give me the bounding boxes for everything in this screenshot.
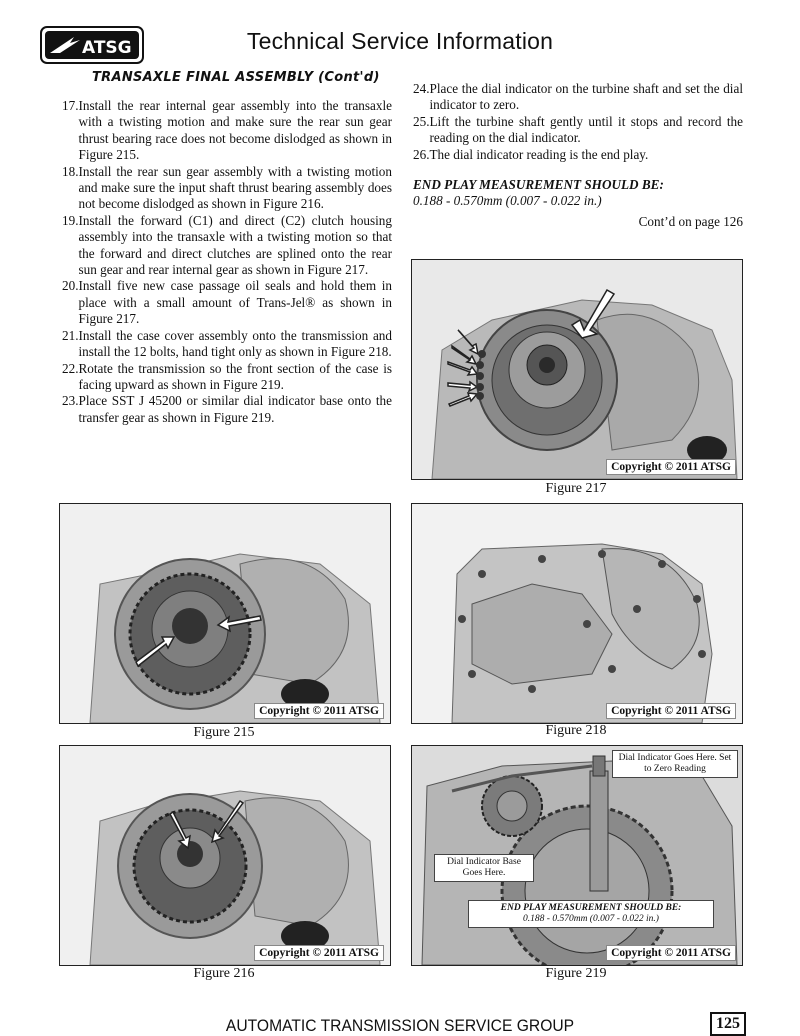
step-23: 23. Place SST J 45200 or similar dial indicator base onto the transfer gear as shown in Figure 219. xyxy=(62,393,392,425)
spec-value: 0.188 - 0.570mm (0.007 - 0.022 in.) xyxy=(413,193,602,209)
atsg-logo xyxy=(40,26,144,64)
section-title: TRANSAXLE FINAL ASSEMBLY (Cont'd) xyxy=(92,70,380,85)
end-play-callout-value: 0.188 - 0.570mm (0.007 - 0.022 in.) xyxy=(523,914,659,924)
figure-217-copyright: Copyright © 2011 ATSG xyxy=(606,459,736,475)
figure-216-copyright: Copyright © 2011 ATSG xyxy=(254,945,384,961)
dial-base-callout: Dial Indicator Base Goes Here. xyxy=(434,854,534,882)
figure-219-photo xyxy=(411,745,743,966)
step-20: 20. Install five new case passage oil seals and hold them in place with a small amount of Trans-Jel® as shown in Figure 217. xyxy=(62,278,392,327)
step-17: 17. Install the rear internal gear assembly into the transaxle with a twisting motion and make sure the rear sun gear thrust bearing race does not become dislodged as shown in Figure 215. xyxy=(62,98,392,163)
step-25: 25. Lift the turbine shaft gently until it stops and record the reading on the dial indicator. xyxy=(413,113,743,146)
footer-title: AUTOMATIC TRANSMISSION SERVICE GROUP xyxy=(225,1016,575,1035)
figure-219-caption: Figure 219 xyxy=(545,966,607,981)
step-19: 19. Install the forward (C1) and direct (C2) clutch housing assembly into the transaxle with a twisting motion so that the forward and direct clutches are splined onto the rear sun gear and rear internal gear as shown in Figure 217. xyxy=(62,212,392,278)
continued-note: Cont’d on page 126 xyxy=(638,213,743,229)
figure-216-photo xyxy=(59,745,391,966)
dial-indicator-callout: Dial Indicator Goes Here. Set to Zero Reading xyxy=(612,750,738,778)
end-play-callout xyxy=(468,900,714,928)
figure-216-caption: Figure 216 xyxy=(193,966,255,981)
figure-219-copyright: Copyright © 2011 ATSG xyxy=(606,945,736,961)
step-22: 22. Rotate the transmission so the front section of the case is facing upward as shown in Figure 219. xyxy=(62,360,392,392)
figure-218-copyright: Copyright © 2011 ATSG xyxy=(606,703,736,719)
figure-217-photo xyxy=(411,259,743,480)
left-text-column xyxy=(62,98,392,426)
end-play-callout-title: END PLAY MEASUREMENT SHOULD BE: xyxy=(500,903,682,913)
step-18: 18. Install the rear sun gear assembly with a twisting motion and make sure the input shaft thrust bearing assembly does not become dislodged as shown in Figure 216. xyxy=(62,163,392,212)
right-text-column xyxy=(413,81,743,230)
figure-215-copyright: Copyright © 2011 ATSG xyxy=(254,703,384,719)
figure-218-photo xyxy=(411,503,743,724)
step-24: 24. Place the dial indicator on the turbine shaft and set the dial indicator to zero. xyxy=(413,81,743,113)
spec-title: END PLAY MEASUREMENT SHOULD BE: xyxy=(413,177,664,193)
figure-218-caption: Figure 218 xyxy=(545,723,607,738)
figure-215-caption: Figure 215 xyxy=(193,725,255,740)
step-26: 26. The dial indicator reading is the end play. xyxy=(413,146,649,162)
page-title: Technical Service Information xyxy=(246,28,554,54)
logo-text: ATSG xyxy=(82,38,132,58)
page-number: 125 xyxy=(710,1012,746,1036)
step-21: 21. Install the case cover assembly onto the transmission and install the 12 bolts, hand tight only as shown in Figure 218. xyxy=(62,327,392,360)
figure-215-photo xyxy=(59,503,391,724)
figure-217-caption: Figure 217 xyxy=(545,481,607,496)
